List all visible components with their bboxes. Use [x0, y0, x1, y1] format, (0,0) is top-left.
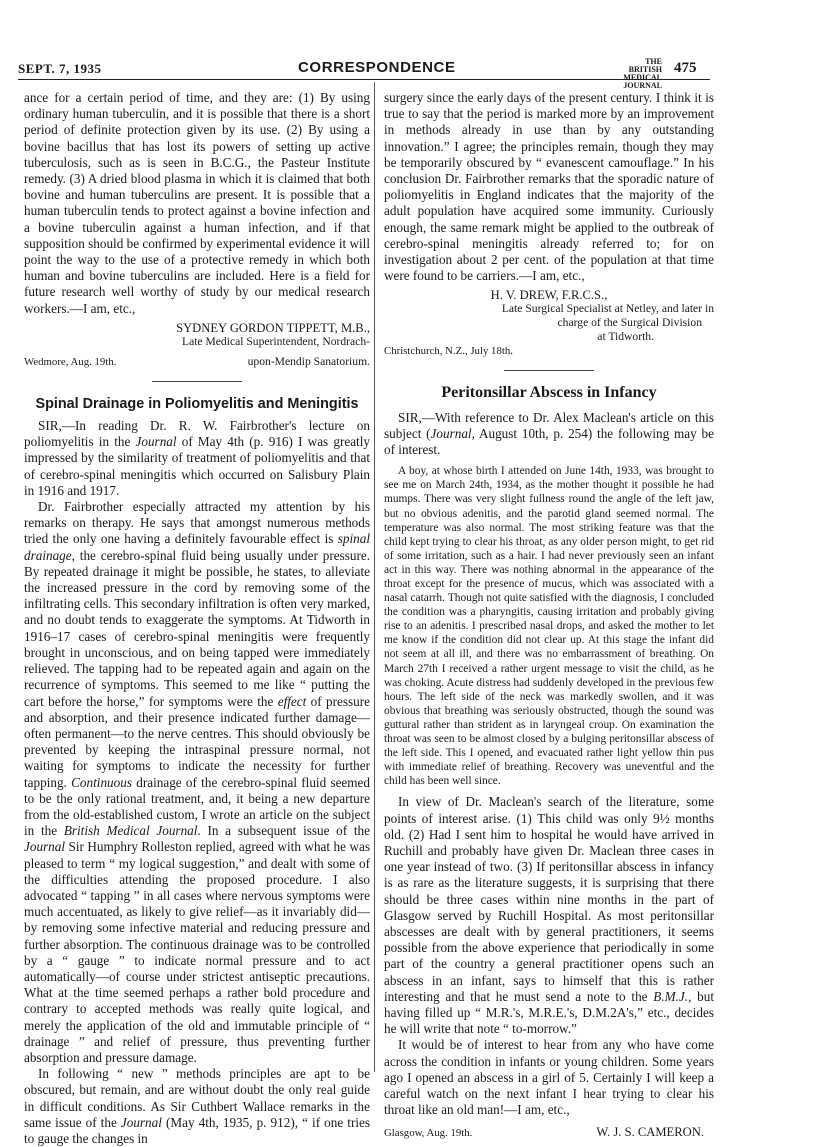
text-run: —In reading Dr. R. W. Fairbrother's lecture on poliomyelitis in the: [24, 418, 370, 450]
case-report: A boy, at whose birth I attended on June 14th, 1933, was brought to see me on March 24th, 1934, as the mother thought it possible he had mumps. There was very slight fullness round the angle of the left jaw, but no obvious adenitis, and the parotid gland seemed normal. The temperature was also normal. The most striking feature was that the child kept trying to clear his throat, as any older person might, to get rid of some irritation, such as a hair. I had never previously seen an infant act in this way. There was nothing abnormal in the appearance of the throat except for the presence of mucus, which was associated with a nasal catarrh. Though not quite satisfied with the diagnosis, I concluded the condition was a pharyngitis, causing irritation and probably giving rise to an adenitis. I prescribed nasal drops, and asked the mother to let me know if the condition did not clear up. At this stage the infant did not seem at all ill, and there was no embarrassment of breathing. On March 27th I received a rather urgent message to visit the child, as he was choking. Acute distress had suddenly developed in the previous few hours. The left side of the neck was markedly swollen, and it was obvious that breathing was seriously obstructed, though the sound was guttural rather than strident as in laryngeal croup. On examination the throat was seen to be almost closed by a bulging peritonsillar abscess of the left side. This I opened, and evacuated rather light yellow thin pus with immediate relief of breathing. Recovery was uneventful and the child has been well since.: [384, 465, 714, 788]
journal-ref: Journal: [135, 434, 177, 450]
journal-name-line2: MEDICAL JOURNAL: [623, 73, 662, 90]
paragraph: It would be of interest to hear from any who have come across the condition in infants or young children. Some years ago I opened an abscess in a girl of 5. Certainly I will keep a careful watch on the next infant I hear trying to clear his throat like an old man!—I am, etc.,: [384, 1037, 714, 1118]
salutation: SIR,: [398, 409, 422, 425]
text-run: , but having filled up “ M.R.'s, M.R.E.'s, D.M.2A's,” etc., decides he will write that note “ to-morrow.”: [384, 988, 714, 1037]
emphasis: Continuous: [71, 774, 132, 790]
paragraph: [24, 418, 370, 499]
text-run: of May 4th (p. 916) I was greatly impressed by the similarity of treatment of poliomyelitis and that of cerebro-spinal meningitis which occurred on Salisbury Plain in 1916 and 1917.: [24, 434, 370, 498]
signature-tippett: [24, 321, 370, 369]
text-run: —With reference to Dr. Alex Maclean's article on this subject (: [384, 409, 714, 441]
emphasis: spinal drainage: [24, 531, 370, 563]
signature-title-cont: upon-Mendip Sanatorium.: [247, 354, 370, 368]
signature-place-date: Christchurch, N.Z., July 18th.: [384, 345, 513, 358]
signature-name: W. J. S. CAMERON.: [596, 1125, 704, 1140]
paragraph: [24, 1066, 370, 1147]
continued-letter-text: ance for a certain period of time, and they are: (1) By using ordinary human tuberculin, and it is possible that there is a short period of definite protection given by its use. (2) By using a bovine bacillus that has lost its powers of setting up active tuberculosis, such as is seen in B.C.G., the Pasteur Institute remedy. (3) A dried blood plasma in which it is claimed that both bovine and human tuberculins are present. It is possible that a human tuberculin tends to protect against a bovine infection and a bovine tuberculin against a human infection, and if that supposition should be confirmed by experimental evidence it will point the way to the use of a protective remedy in which both human and bovine tuberculins are included. Here is a field for future research well worthy of study by our medical research workers.—I am, etc.,: [24, 90, 370, 316]
header-rule: [18, 79, 710, 80]
signature-title: Late Medical Superintendent, Nordrach-: [181, 334, 370, 348]
journal-ref: Journal: [120, 1114, 162, 1130]
salutation: SIR,: [38, 418, 62, 434]
text-run: In view of Dr. Maclean's search of the literature, some points of interest arise. (1) This child was only 9½ months old. (2) Had I sent him to hospital he would have arrived in Ruchill and probably have given Dr. Maclean three cases in one year instead of two. (3) If peritonsillar abscess in infancy is as rare as the literature suggests, it is surprising that there should be three cases within nine months in the part of Glasgow served by Ruchill Hospital. As most peritonsillar abscesses are dealt with by general practitioners, it seems possible from the above experience that periodically in some part of the country a general practitioner opens such an abscess in an infant, says to himself that this is rather interesting and that he must send a note to the: [384, 794, 714, 1004]
emphasis: effect: [277, 693, 307, 709]
signature-title: Late Surgical Specialist at Netley, and later in: [501, 302, 714, 316]
issue-date: SEPT. 7, 1935: [18, 61, 102, 76]
signature-cameron: [384, 1124, 714, 1141]
text-run: (May 4th, 1935, p. 912), “ if one tries to gauge the changes in: [24, 1114, 370, 1146]
section-title: CORRESPONDENCE: [298, 59, 456, 76]
journal-ref: B.M.J.: [653, 988, 689, 1004]
signature-name: H. V. DREW, F.R.C.S.,: [490, 288, 608, 303]
text-run: In following “ new ” methods principles are apt to be obscured, but remain, and are without doubt the only real guide in difficult conditions. As Sir Cuthbert Wallace remarks in the same issue of the: [24, 1066, 370, 1130]
signature-title-cont: charge of the Surgical Division: [557, 316, 702, 330]
right-column: [384, 90, 714, 1142]
journal-ref: Journal: [24, 839, 66, 855]
journal-ref: Journal: [430, 425, 472, 441]
paragraph: [384, 794, 714, 1037]
paragraph: [24, 499, 370, 1066]
continued-letter-text: surgery since the early days of the present century. I think it is true to say that the period is marked more by an improvement in methods already in use than by any outstanding innovation.” I agree; the principles remain, though they may be temporarily obscured by “ evanescent camouflage.” In his conclusion Dr. Fairbrother remarks that the sporadic nature of poliomyelitis in England indicates that the majority of the adult population have acquired some immunity. Curiously enough, the same remark might be applied to the outbreak of cerebro-spinal meningitis already referred to; for on investigation about 2 per cent. of the population at that time were found to be carriers.—I am, etc.,: [384, 90, 714, 284]
journal-name-line1: THE BRITISH: [628, 57, 662, 74]
text-run: Sir Humphry Rolleston replied, agreed with what he was pleased to term “ my logical suggestion,” and dealt with some of the difficulties attending the proposed procedure. I also advocated “ tapping ” in all cases where nervous symptoms were much accentuated, as likely to give relief—as it invariably did—by removing some infective material and reducing pressure and further absorption. The continuous drainage was to be controlled by a “ gauge ” to indicate normal pressure and to act automatically—of course under strictest antiseptic precautions. What at the time seemed perhaps a rather bold procedure and contrary to accepted methods was really quite logical, and merely the application of the old and immutable principle of “ drainage ” and relief of pressure, thus preventing further absorption and pressure damage.: [24, 839, 370, 1065]
page-header: [18, 57, 708, 90]
article-heading: Peritonsillar Abscess in Infancy: [441, 384, 657, 402]
journal-ref: British Medical Journal: [63, 823, 198, 839]
left-column: [24, 90, 370, 1147]
signature-place-date: Glasgow, Aug. 19th.: [384, 1127, 473, 1140]
signature-place-date: Wedmore, Aug. 19th.: [24, 355, 117, 368]
page-number: 475: [674, 60, 697, 76]
text-run: . In a subsequent issue of the: [197, 823, 370, 839]
text-run: drainage of the cerebro-spinal fluid seemed to be the only rational treatment, and, it being a new departure from the old-established custom, I wrote an article on the subject in the: [24, 774, 370, 839]
journal-name: [614, 58, 662, 90]
text-run: , the cerebro-spinal fluid being usually under pressure. By repeated drainage it might be possible, he states, to alleviate the increased pressure in the cord by removing some of the infiltrating cells. This secondary infiltration is often very marked, and no doubt tends to exaggerate the symptoms. At Tidworth in 1916–17 cases of cerebro-spinal meningitis were frequently brought in unconscious, and on being tapped were immediately relieved. The tapping had to be repeated again and again on the recurrence of symptoms. This seemed to me like “ putting the cart before the horse,” for symptoms were the: [24, 547, 370, 709]
signature-drew: [384, 288, 714, 358]
article-heading: Spinal Drainage in Poliomyelitis and Meningitis: [35, 395, 359, 412]
text-run: Dr. Fairbrother especially attracted my attention by his remarks on therapy. He says that amongst numerous methods tried the only one having a definitely favourable effect is: [24, 499, 370, 547]
text-run: , August 10th, p. 254) the following may be of interest.: [384, 425, 714, 458]
section-separator: [152, 381, 242, 382]
paragraph: [384, 410, 714, 459]
text-run: of pressure and absorption, and their presence indicated further damage—often permanent—to the nerve centres. This should obviously be prevented by keeping the intraspinal pressure normal, not waiting for symptoms to indicate the necessity for further tapping.: [24, 693, 370, 790]
signature-name: SYDNEY GORDON TIPPETT, M.B.,: [176, 320, 370, 335]
signature-title-cont: at Tidworth.: [597, 330, 654, 344]
column-divider: [374, 82, 375, 1072]
section-separator: [504, 370, 594, 371]
